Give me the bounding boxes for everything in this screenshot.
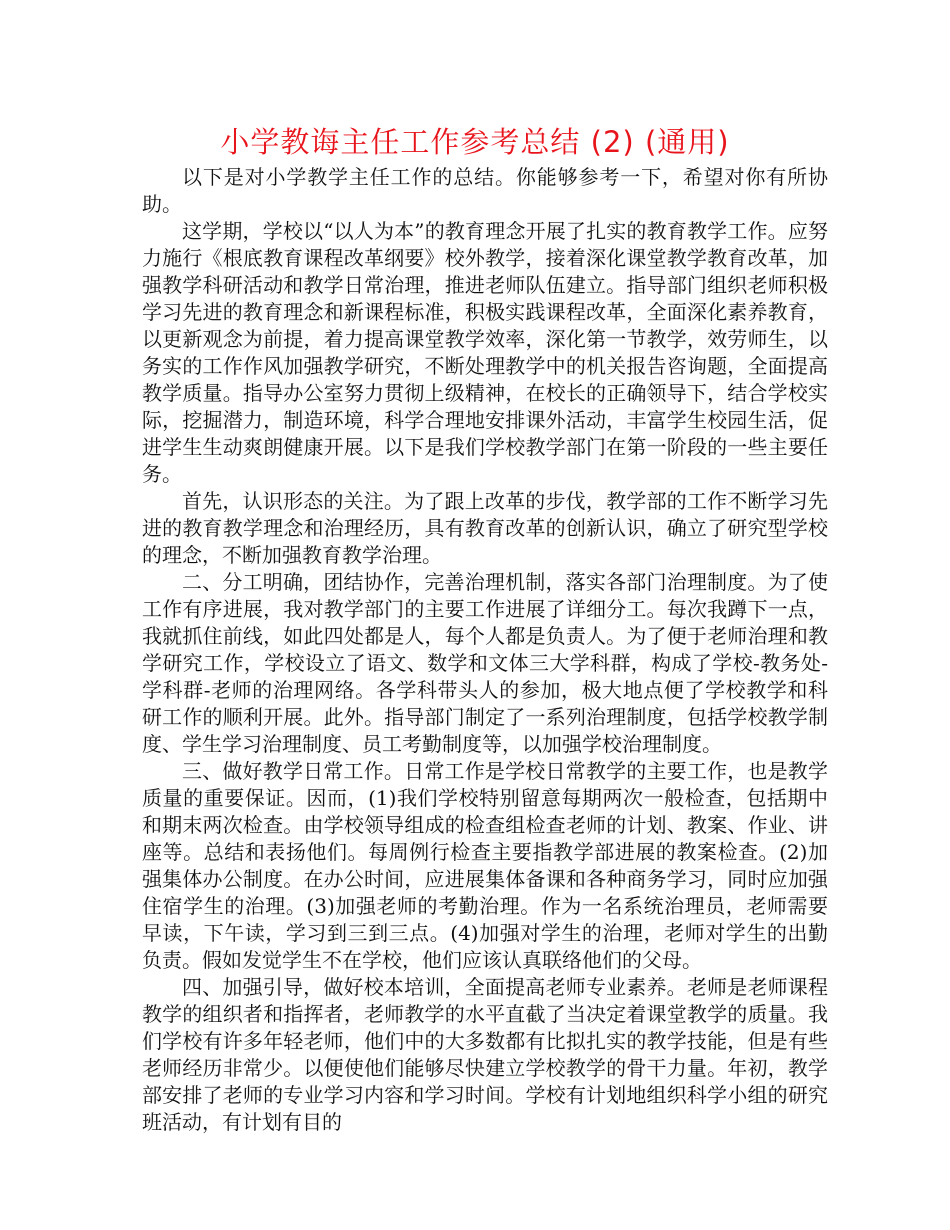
paragraph-intro: 以下是对小学教学主任工作的总结。你能够参考一下，希望对你有所协助。 [142,165,828,216]
paragraph-section-3: 三、做好教学日常工作。日常工作是学校日常教学的主要工作，也是教学质量的重要保证。因而，(1)我们学校特别留意每期两次一般检查，包括期中和期末两次检查。由学校领导组成的检查组检查老师的计划、教案、作业、讲座等。总结和表扬他们。每周例行检查主要指教学部进展的教案检查。(2)加强集体办公制度。在办公时间，应进展集体备课和各种商务学习，同时应加强住宿学生的治理。(3)加强老师的考勤治理。作为一名系统治理员，老师需要早读，下午读，学习到三到三点。(4)加强对学生的治理，老师对学生的出勤负责。假如发觉学生不在学校，他们应该认真联络他们的父母。 [142,759,828,972]
document-body [142,164,828,1136]
paragraph-section-4: 四、加强引导，做好校本培训，全面提高老师专业素养。老师是老师课程教学的组织者和指挥者，老师教学的水平直截了当决定着课堂教学的质量。我们学校有许多年轻老师，他们中的大多数都有比拟扎实的教学技能，但是有些老师经历非常少。以便使他们能够尽快建立学校教学的骨干力量。年初，教学部安排了老师的专业学习内容和学习时间。学校有计划地组织科学小组的研究班活动，有计划有目的 [142,975,828,1134]
paragraph-overview: 这学期，学校以“以人为本”的教育理念开展了扎实的教育教学工作。应努力施行《根底教育课程改革纲要》校外教学，接着深化课堂教学教育改革，加强教学科研活动和教学日常治理，推进老师队伍建立。指导部门组织老师积极学习先进的教育理念和新课程标准，积极实践课程改革，全面深化素养教育，以更新观念为前提，着力提高课堂教学效率，深化第一节教学，效劳师生，以务实的工作作风加强教学研究，不断处理教学中的机关报告咨询题，全面提高教学质量。指导办公室努力贯彻上级精神，在校长的正确领导下，结合学校实际，挖掘潜力，制造环境，科学合理地安排课外活动，丰富学生校园生活，促进学生生动爽朗健康开展。以下是我们学校教学部门在第一阶段的一些主要任务。 [142,219,828,486]
document-title: 小学教诲主任工作参考总结 (2) (通用) [220,125,730,159]
paragraph-section-1: 首先，认识形态的关注。为了跟上改革的步伐，教学部的工作不断学习先进的教育教学理念和治理经历，具有教育改革的创新认识，确立了研究型学校的理念，不断加强教育教学治理。 [142,489,828,567]
paragraph-section-2: 二、分工明确，团结协作，完善治理机制，落实各部门治理制度。为了使工作有序进展，我对教学部门的主要工作进展了详细分工。每次我蹲下一点，我就抓住前线，如此四处都是人，每个人都是负责人。为了便于老师治理和教学研究工作，学校设立了语文、数学和文体三大学科群，构成了学校-教务处-学科群-老师的治理网络。各学科带头人的参加，极大地点便了学校教学和科研工作的顺利开展。此外。指导部门制定了一系列治理制度，包括学校教学制度、学生学习治理制度、员工考勤制度等，以加强学校治理制度。 [142,570,828,756]
